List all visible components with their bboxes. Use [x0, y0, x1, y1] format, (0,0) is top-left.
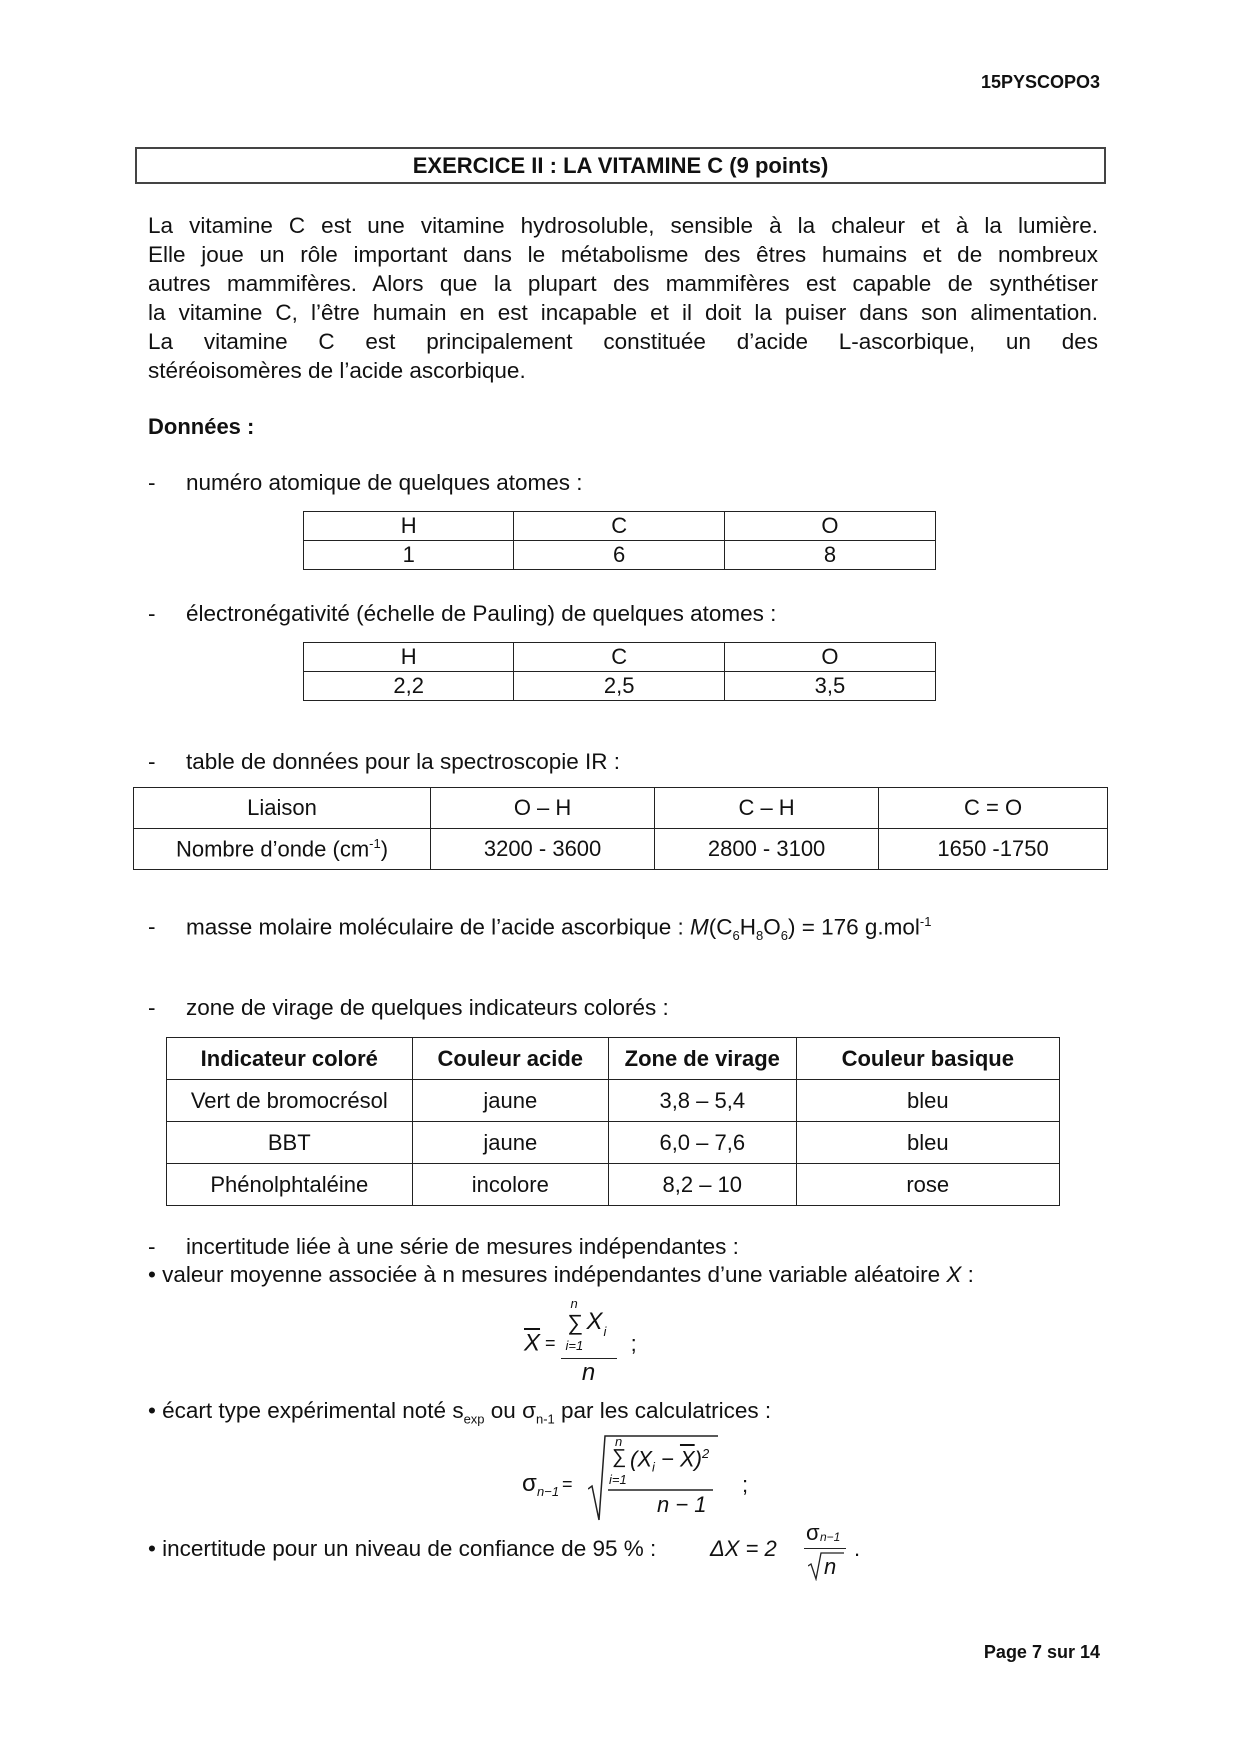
confidence-text: incertitude pour un niveau de confiance de 95 % :	[162, 1536, 657, 1561]
formula-eq: =	[540, 1333, 561, 1353]
atomic-number-label: numéro atomique de quelques atomes :	[186, 470, 583, 495]
std-formula	[522, 1430, 782, 1522]
formula-lhs: σ	[522, 1470, 537, 1497]
table-header: Couleur acide	[412, 1038, 608, 1080]
table-cell: C = O	[879, 788, 1108, 829]
formula-lhs: $\overline{X}$	[524, 1329, 541, 1357]
intro-line: Elle joue un rôle important dans le métabolisme des êtres humains et de nombreux	[148, 242, 1098, 267]
num-part: (X	[630, 1446, 652, 1472]
std-text: par les calculatrices :	[554, 1398, 772, 1423]
formula-numerator: σ	[806, 1520, 820, 1545]
document-code: 15PYSCOPO3	[980, 72, 1100, 92]
indicators-table	[166, 1037, 1060, 1206]
intro-line: La vitamine C est principalement constituée d’acide L-ascorbique, un des	[148, 329, 1098, 354]
subscript: exp	[463, 1411, 485, 1427]
sum-top: n	[615, 1434, 623, 1449]
mean-text: valeur moyenne associée à n mesures indépendantes d’une variable aléatoire	[162, 1262, 947, 1287]
num-end: )	[694, 1446, 702, 1472]
mean-var: X	[946, 1262, 962, 1287]
superscript: -1	[919, 914, 932, 929]
table-cell: 2,2	[304, 672, 514, 701]
formula-denominator: n	[824, 1554, 837, 1579]
formula-part: O	[763, 914, 781, 940]
std-text: ou σ	[484, 1398, 536, 1423]
sum-term-sub: i	[603, 1324, 607, 1339]
sum-bottom: i=1	[609, 1472, 627, 1487]
table-header: Couleur basique	[796, 1038, 1059, 1080]
table-cell: O – H	[431, 788, 655, 829]
table-cell: 1650 -1750	[879, 829, 1108, 870]
table-cell: jaune	[412, 1080, 608, 1122]
table-cell: 6,0 – 7,6	[609, 1122, 797, 1164]
dash-marker: -	[148, 601, 156, 626]
table-row	[134, 788, 1108, 829]
exercise-title: EXERCICE II : LA VITAMINE C (9 points)	[135, 147, 1106, 184]
std-item	[148, 1398, 771, 1427]
table-cell: Vert de bromocrésol	[167, 1080, 413, 1122]
table-cell: 6	[514, 541, 724, 570]
atomic-number-table	[303, 511, 936, 570]
sum-term: X	[586, 1308, 603, 1335]
intro-line: La vitamine C est une vitamine hydrosoluble, sensible à la chaleur et à la lumière.	[148, 213, 1098, 238]
table-row	[167, 1164, 1060, 1206]
mean-item	[148, 1262, 974, 1288]
table-row	[304, 541, 936, 570]
formula-sub: 8	[755, 928, 764, 943]
mean-colon: :	[961, 1262, 974, 1287]
fraction-bar	[804, 1548, 846, 1549]
dash-marker: -	[148, 914, 156, 939]
formula-end: ;	[630, 1330, 637, 1356]
molar-mass-text	[186, 914, 931, 943]
dash-marker: -	[148, 995, 156, 1020]
table-cell: O	[724, 643, 935, 672]
formula-part: H	[739, 914, 756, 940]
table-cell: BBT	[167, 1122, 413, 1164]
dash-marker: -	[148, 1234, 156, 1259]
confidence-item	[148, 1536, 656, 1562]
table-row	[167, 1080, 1060, 1122]
num-sub: i	[652, 1459, 655, 1475]
formula-denominator: n	[581, 1359, 596, 1386]
table-cell: Liaison	[134, 788, 431, 829]
electronegativity-label: électronégativité (échelle de Pauling) de quelques atomes :	[186, 601, 777, 626]
ir-label: table de données pour la spectroscopie IR :	[186, 749, 621, 774]
formula-part: )	[787, 914, 796, 940]
formula-sub: 6	[780, 928, 788, 943]
table-cell: 2800 - 3100	[655, 829, 879, 870]
table-cell: 1	[304, 541, 514, 570]
superscript: -1	[369, 835, 381, 851]
formula-lhs-sub: n−1	[537, 1484, 560, 1499]
sum-top: n	[570, 1296, 578, 1311]
formula-numerator	[630, 1446, 709, 1475]
intro-line: stéréoisomères de l’acide ascorbique.	[148, 358, 526, 383]
intro-paragraph	[148, 211, 1098, 385]
bullet-dot: •	[148, 1536, 156, 1561]
wavenumber-label-end: )	[380, 836, 389, 862]
num-mid: −	[654, 1446, 680, 1472]
molar-mass-value: = 176 g.mol	[795, 914, 920, 940]
electronegativity-table	[303, 642, 936, 701]
table-cell: 2,5	[514, 672, 724, 701]
mean-formula	[524, 1296, 637, 1387]
indicators-label: zone de virage de quelques indicateurs colorés :	[186, 995, 669, 1020]
table-header: Indicateur coloré	[167, 1038, 413, 1080]
formula-lhs: ΔX = 2	[710, 1536, 777, 1561]
table-row	[304, 672, 936, 701]
table-row	[167, 1122, 1060, 1164]
table-cell: 3200 - 3600	[431, 829, 655, 870]
sum-symbol-icon: ∑	[567, 1310, 584, 1335]
dash-marker: -	[148, 470, 156, 495]
table-header: Zone de virage	[609, 1038, 797, 1080]
page-number: Page 7 sur 14	[983, 1642, 1100, 1662]
wavenumber-label: Nombre d’onde (cm	[175, 836, 370, 862]
formula-fraction	[561, 1296, 617, 1387]
formula-end: .	[854, 1536, 861, 1561]
table-cell: C	[514, 512, 724, 541]
formula-part: (C	[708, 914, 733, 940]
intro-line: autres mammifères. Alors que la plupart des mammifères est capable de synthétiser	[148, 271, 1098, 296]
table-cell	[134, 829, 431, 870]
bullet-dot: •	[148, 1262, 156, 1287]
ir-table	[133, 787, 1108, 870]
num-bar: $\overline{X}$	[679, 1446, 695, 1472]
intro-line: la vitamine C, l’être humain en est incapable et il doit la puiser dans son alimentation.	[148, 300, 1098, 325]
table-cell: 3,5	[724, 672, 935, 701]
data-heading: Données :	[148, 414, 255, 439]
table-cell: 8,2 – 10	[609, 1164, 797, 1206]
table-cell: 8	[724, 541, 935, 570]
sum-bottom: i=1	[565, 1338, 584, 1353]
num-sup: 2	[701, 1446, 710, 1461]
formula-sub: 6	[732, 928, 740, 943]
table-row	[304, 643, 936, 672]
table-cell: bleu	[796, 1080, 1059, 1122]
dash-marker: -	[148, 749, 156, 774]
table-cell: Phénolphtaléine	[167, 1164, 413, 1206]
table-cell: incolore	[412, 1164, 608, 1206]
formula-numerator	[561, 1296, 617, 1359]
formula-eq: =	[562, 1474, 573, 1494]
bullet-dot: •	[148, 1398, 156, 1423]
formula-num-sub: n−1	[820, 1530, 841, 1544]
table-cell: C – H	[655, 788, 879, 829]
table-row	[134, 829, 1108, 870]
formula-denominator: n − 1	[657, 1492, 707, 1517]
molar-mass-symbol: M	[690, 914, 709, 940]
subscript: n-1	[535, 1411, 555, 1427]
table-cell: jaune	[412, 1122, 608, 1164]
formula-end: ;	[742, 1472, 749, 1497]
table-cell: 3,8 – 5,4	[609, 1080, 797, 1122]
std-text: écart type expérimental noté s	[162, 1398, 464, 1423]
table-row	[304, 512, 936, 541]
molar-mass-label: masse molaire moléculaire de l’acide ascorbique :	[186, 914, 690, 940]
table-cell: H	[304, 512, 514, 541]
sum-symbol-icon: ∑	[612, 1446, 627, 1468]
table-cell: H	[304, 643, 514, 672]
table-header-row	[167, 1038, 1060, 1080]
confidence-formula	[710, 1520, 870, 1590]
uncertainty-label: incertitude liée à une série de mesures indépendantes :	[186, 1234, 739, 1259]
table-cell: C	[514, 643, 724, 672]
table-cell: bleu	[796, 1122, 1059, 1164]
table-cell: rose	[796, 1164, 1059, 1206]
table-cell: O	[724, 512, 935, 541]
